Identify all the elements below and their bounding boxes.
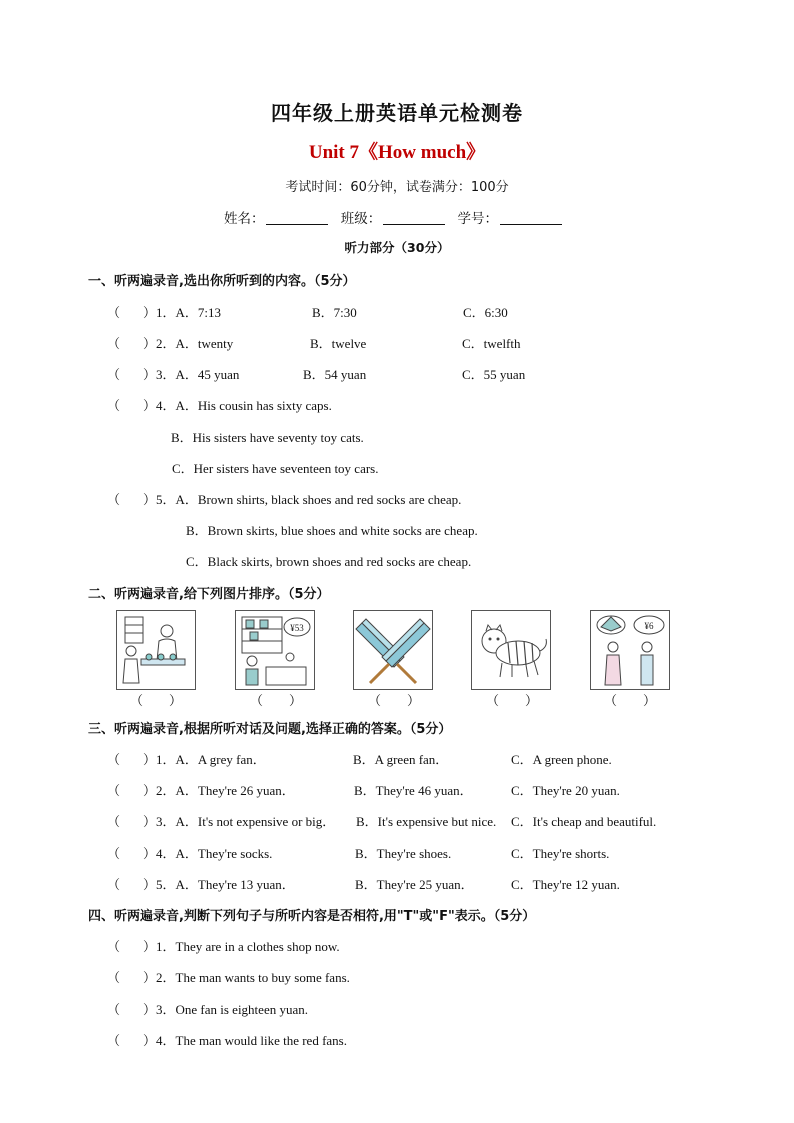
s3-q3-option-a: ）3．A．It's not expensive or big．: [143, 814, 336, 829]
section-3-heading: 三、听两遍录音,根据所听对话及问题,选择正确的答案。（5分）: [88, 722, 452, 737]
class-label: 班级：: [340, 211, 382, 227]
answer-paren[interactable]: （: [107, 846, 121, 861]
picture-shop-price: [235, 610, 315, 690]
s4-q4-statement: ）4．The man would like the red fans.: [143, 1033, 347, 1048]
listening-part-heading: 听力部分（30分）: [344, 240, 450, 255]
shop-scene-illustration: [117, 611, 195, 689]
s3-q4-option-c: C．They're shorts.: [511, 846, 610, 861]
answer-paren[interactable]: （: [107, 752, 121, 767]
s4-q3-statement: ）3．One fan is eighteen yuan.: [143, 1002, 308, 1017]
s1-q2-option-a: ）2．A．twenty: [143, 336, 234, 351]
s3-q2-option-a: ）2．A．They're 26 yuan．: [143, 783, 295, 798]
s1-q5-option-b: B．Brown skirts, blue shoes and white socks are cheap.: [186, 523, 478, 538]
s1-q1-option-b: B．7:30: [312, 305, 357, 320]
s4-q1-statement: ）1．They are in a clothes shop now.: [143, 939, 340, 954]
s1-q2-option-c: C．twelfth: [462, 336, 521, 351]
answer-paren[interactable]: （: [107, 970, 121, 985]
answer-paren[interactable]: （: [107, 1002, 121, 1017]
s1-q4-option-a: ）4．A．His cousin has sixty caps.: [143, 398, 332, 413]
s3-q4-option-a: ）4．A．They're socks.: [143, 846, 273, 861]
paper-subtitle: Unit 7《How much》: [308, 142, 486, 163]
answer-paren[interactable]: （: [107, 814, 121, 829]
s3-q4-option-b: B．They're shoes.: [355, 846, 452, 861]
picture-4-answer-paren[interactable]: （ ）: [486, 693, 539, 708]
picture-3-answer-paren[interactable]: （ ）: [368, 693, 421, 708]
name-label: 姓名：: [223, 211, 265, 227]
answer-paren[interactable]: （: [107, 877, 121, 892]
s3-q5-option-c: C．They're 12 yuan.: [511, 877, 620, 892]
picture-fan-price: [590, 610, 670, 690]
s1-q1-option-c: C．6:30: [463, 305, 508, 320]
picture-toy-tiger: [471, 610, 551, 690]
s1-q1-option-a: ）1．A．7:13: [143, 305, 222, 320]
s3-q5-option-a: ）5．A．They're 13 yuan．: [143, 877, 295, 892]
s3-q3-option-c: C．It's cheap and beautiful.: [511, 814, 657, 829]
answer-paren[interactable]: （: [107, 305, 121, 320]
picture-1-answer-paren[interactable]: （ ）: [130, 693, 183, 708]
picture-umbrellas: [353, 610, 433, 690]
section-1-heading: 一、听两遍录音,选出你所听到的内容。（5分）: [88, 274, 356, 289]
s3-q2-option-c: C．They're 20 yuan.: [511, 783, 620, 798]
student-info-line: [0, 207, 794, 227]
s1-q3-option-a: ）3．A．45 yuan: [143, 367, 240, 382]
id-blank[interactable]: [500, 211, 562, 225]
name-blank[interactable]: [266, 211, 328, 225]
picture-shop-clerk: [116, 610, 196, 690]
answer-paren[interactable]: （: [107, 367, 121, 382]
paper-title: 四年级上册英语单元检测卷: [271, 101, 523, 125]
section-4-heading: 四、听两遍录音,判断下列句子与所听内容是否相符,用"T"或"F"表示。（5分）: [88, 909, 536, 924]
answer-paren[interactable]: （: [107, 492, 121, 507]
answer-paren[interactable]: （: [107, 336, 121, 351]
price-tag-6: ¥6: [644, 621, 654, 631]
s3-q1-option-a: ）1．A．A grey fan．: [143, 752, 266, 767]
tiger-illustration: [472, 611, 550, 689]
id-label: 学号：: [457, 211, 499, 227]
s3-q5-option-b: B．They're 25 yuan．: [355, 877, 474, 892]
s4-q2-statement: ）2．The man wants to buy some fans.: [143, 970, 350, 985]
answer-paren[interactable]: （: [107, 1033, 121, 1048]
price-tag-53: ¥53: [290, 623, 304, 633]
answer-paren[interactable]: （: [107, 939, 121, 954]
s1-q5-option-c: C．Black skirts, brown shoes and red socks are cheap.: [186, 554, 472, 569]
s1-q3-option-c: C．55 yuan: [462, 367, 526, 382]
umbrella-illustration: [354, 611, 432, 689]
class-blank[interactable]: [383, 211, 445, 225]
s3-q1-option-b: B．A green fan．: [353, 752, 449, 767]
picture-2-answer-paren[interactable]: （ ）: [250, 693, 303, 708]
s3-q2-option-b: B．They're 46 yuan．: [354, 783, 473, 798]
picture-5-answer-paren[interactable]: （ ）: [604, 693, 657, 708]
s1-q5-option-a: ）5．A．Brown shirts, black shoes and red socks are cheap.: [143, 492, 462, 507]
s1-q4-option-c: C．Her sisters have seventeen toy cars.: [172, 461, 379, 476]
shelf-scene-illustration: [236, 611, 314, 689]
fan-scene-illustration: [591, 611, 669, 689]
s1-q2-option-b: B．twelve: [310, 336, 367, 351]
answer-paren[interactable]: （: [107, 398, 121, 413]
s1-q4-option-b: B．His sisters have seventy toy cats.: [171, 430, 364, 445]
exam-info: 考试时间：60分钟，试卷满分：100分: [285, 180, 509, 195]
answer-paren[interactable]: （: [107, 783, 121, 798]
section-2-heading: 二、听两遍录音,给下列图片排序。（5分）: [88, 587, 330, 602]
s1-q3-option-b: B．54 yuan: [303, 367, 367, 382]
s3-q3-option-b: B．It's expensive but nice.: [356, 814, 497, 829]
s3-q1-option-c: C．A green phone.: [511, 752, 612, 767]
